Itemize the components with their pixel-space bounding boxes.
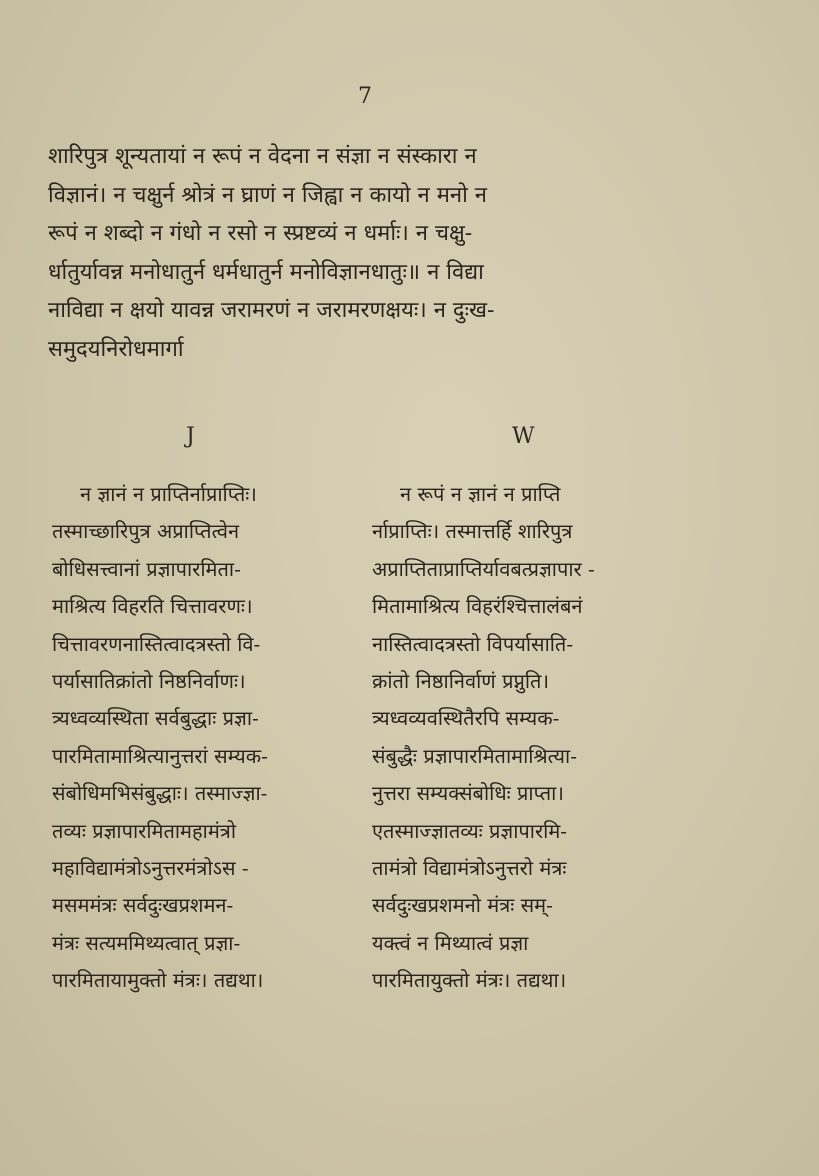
- intro-line: समुदयनिरोधमार्गा: [48, 336, 184, 362]
- intro-paragraph: [48, 138, 678, 369]
- column-j-text: [52, 476, 348, 1000]
- page-number: 7: [358, 84, 372, 109]
- column-w-line: तामंत्रो विद्यामंत्रोऽनुत्तरो मंत्रः: [372, 856, 567, 881]
- column-w-line: त्र्यध्वव्यवस्थितैरपि सम्यक-: [372, 706, 560, 731]
- column-w-line: न रूपं न ज्ञानं न प्राप्ति: [400, 482, 561, 506]
- intro-line: शारिपुत्र शून्यतायां न रूपं न वेदना न संज्ञा न संस्कारा न: [48, 144, 477, 169]
- column-j-line: महाविद्यामंत्रोऽनुत्तरमंत्रोऽस -: [52, 856, 249, 881]
- column-j-line: बोधिसत्त्वानां प्रज्ञापारमिता-: [52, 556, 241, 581]
- column-j-line: चित्तावरणनास्तित्वादत्रस्तो वि-: [52, 631, 261, 656]
- column-j-line: पारमितायामुक्तो मंत्रः। तद्यथा।: [52, 968, 264, 993]
- column-heading-w: W: [512, 424, 535, 449]
- column-j-line: न ज्ञानं न प्राप्तिर्नाप्राप्तिः।: [80, 482, 257, 506]
- column-j-line: त्र्यध्वव्यस्थिता सर्वबुद्धाः प्रज्ञा-: [52, 706, 259, 731]
- column-j-line: संबोधिमभिसंबुद्धाः। तस्माज्ज्ञा-: [52, 781, 268, 806]
- column-w-line: क्रांतो निष्ठानिर्वाणं प्रप्नुति।: [372, 669, 550, 694]
- column-w-line: मितामाश्रित्य विहरंश्चित्तालंबनं: [372, 594, 583, 619]
- intro-line: र्धातुर्यावन्न मनोधातुर्न धर्मधातुर्न मनोविज्ञानधातुः॥ न विद्या: [48, 259, 484, 285]
- column-w-line: एतस्माज्ज्ञातव्यः प्रज्ञापारमि-: [372, 818, 568, 843]
- column-j-line: पर्यासातिक्रांतो निष्ठनिर्वाणः।: [52, 669, 246, 694]
- column-w-line: अप्राप्तिताप्राप्तिर्यावबत्प्रज्ञापार -: [372, 556, 595, 581]
- column-w-line: नुत्तरा सम्यक्संबोधिः प्राप्ता।: [372, 781, 564, 806]
- column-j-line: मसममंत्रः सर्वदुःखप्रशमन-: [52, 893, 234, 918]
- intro-line: रूपं न शब्दो न गंधो न रसो न स्प्रष्टव्यं न धर्माः। न चक्षु-: [48, 221, 473, 246]
- column-heading-j: J: [186, 424, 195, 449]
- column-j-line: माश्रित्य विहरति चित्तावरणः।: [52, 594, 253, 619]
- intro-line: विज्ञानं। न चक्षुर्न श्रोत्रं न घ्राणं न जिह्वा न कायो न मनो न: [48, 182, 487, 208]
- column-w-line: सर्वदुःखप्रशमनो मंत्रः सम्-: [372, 893, 553, 918]
- column-w-line: पारमितायुक्तो मंत्रः। तद्यथा।: [372, 968, 567, 993]
- column-j-line: पारमितामाश्रित्यानुत्तरां सम्यक-: [52, 743, 268, 768]
- column-w-line: यक्त्वं न मिथ्यात्वं प्रज्ञा: [372, 930, 529, 955]
- column-j-line: मंत्रः सत्यममिथ्यत्वात् प्रज्ञा-: [52, 930, 241, 955]
- column-w-line: र्नाप्राप्तिः। तस्मात्तर्हि शारिपुत्र: [372, 519, 573, 544]
- column-w-line: नास्तित्वादत्रस्तो विपर्यासाति-: [372, 631, 574, 656]
- column-w-line: संबुद्धैः प्रज्ञापारमितामाश्रित्या-: [372, 743, 577, 768]
- column-j-line: तव्यः प्रज्ञापारमितामहामंत्रो: [52, 818, 236, 843]
- intro-line: नाविद्या न क्षयो यावन्न जरामरणं न जरामरणक्षयः। न दुःख-: [48, 298, 495, 323]
- column-w-text: [372, 476, 668, 1000]
- column-j-line: तस्माच्छारिपुत्र अप्राप्तित्वेन: [52, 519, 240, 544]
